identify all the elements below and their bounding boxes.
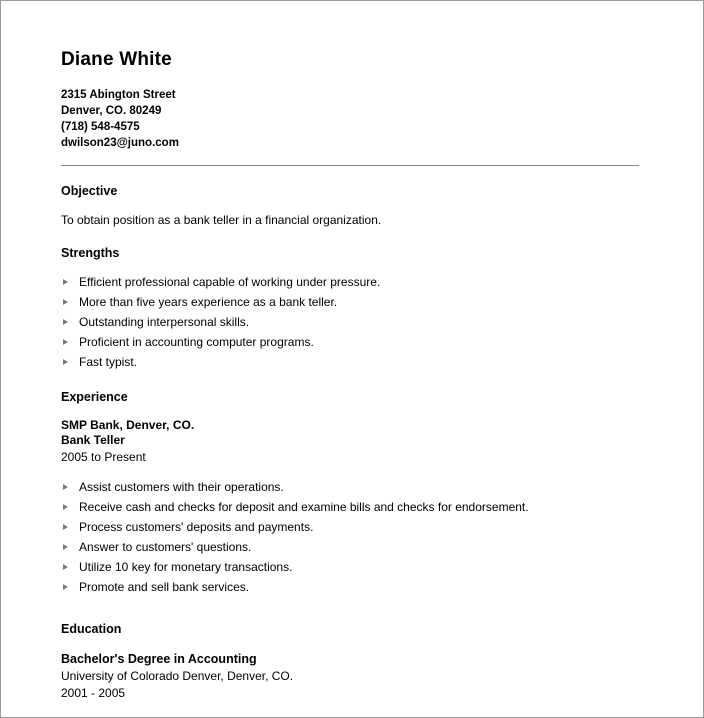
list-item-label: Promote and sell bank services. (79, 579, 250, 594)
objective-text: To obtain position as a bank teller in a financial organization. (61, 213, 382, 227)
list-item-label: Process customers' deposits and payments. (79, 519, 314, 534)
section-title-strengths: Strengths (61, 246, 120, 260)
section-title-experience: Experience (61, 389, 128, 404)
list-item (61, 519, 641, 537)
contact-email: dwilson23@juno.com (61, 137, 179, 149)
section-title-education: Education (61, 622, 122, 636)
list-item (61, 294, 641, 312)
education-school: University of Colorado Denver, Denver, CO. (61, 669, 294, 683)
education-dates: 2001 - 2005 (61, 686, 126, 700)
list-item-label: More than five years experience as a bank teller. (79, 295, 338, 309)
resume-document (61, 49, 641, 702)
bullet-triangle-icon (63, 279, 68, 285)
list-item (61, 354, 641, 372)
bullet-triangle-icon (63, 544, 68, 550)
bullet-triangle-icon (63, 584, 68, 590)
bullet-triangle-icon (63, 359, 68, 365)
list-item (61, 579, 641, 597)
experience-duties-list (61, 479, 641, 597)
list-item (61, 334, 641, 352)
list-item-label: Answer to customers' questions. (79, 539, 252, 554)
list-item (61, 314, 641, 332)
experience-employer: SMP Bank, Denver, CO. (61, 417, 195, 432)
list-item (61, 539, 641, 557)
contact-block (61, 87, 641, 151)
experience-dates: 2005 to Present (61, 449, 146, 464)
bullet-triangle-icon (63, 524, 68, 530)
list-item (61, 559, 641, 577)
experience-entry (61, 418, 641, 465)
spacer (61, 378, 641, 390)
list-item-label: Outstanding interpersonal skills. (79, 315, 250, 329)
education-entry (61, 650, 641, 702)
contact-city-state-zip: Denver, CO. 80249 (61, 105, 162, 117)
list-item-label: Utilize 10 key for monetary transactions. (79, 559, 293, 574)
bullet-triangle-icon (63, 299, 68, 305)
list-item-label: Receive cash and checks for deposit and examine bills and checks for endorsement. (79, 499, 529, 514)
bullet-triangle-icon (63, 504, 68, 510)
list-item-label: Assist customers with their operations. (79, 479, 284, 494)
experience-job-title: Bank Teller (61, 433, 125, 447)
education-degree: Bachelor's Degree in Accounting (61, 652, 257, 666)
header-divider (61, 165, 639, 166)
candidate-name: Diane White (61, 49, 172, 70)
strengths-list (61, 274, 641, 372)
contact-street: 2315 Abington Street (61, 89, 176, 101)
list-item (61, 274, 641, 292)
bullet-triangle-icon (63, 319, 68, 325)
list-item (61, 499, 641, 517)
section-title-objective: Objective (61, 184, 118, 198)
list-item-label: Fast typist. (79, 355, 138, 369)
bullet-triangle-icon (63, 564, 68, 570)
bullet-triangle-icon (63, 484, 68, 490)
list-item-label: Proficient in accounting computer programs. (79, 335, 314, 349)
spacer (61, 602, 641, 622)
list-item-label: Efficient professional capable of working under pressure. (79, 275, 381, 289)
bullet-triangle-icon (63, 339, 68, 345)
contact-phone: (718) 548-4575 (61, 121, 140, 133)
list-item (61, 479, 641, 497)
